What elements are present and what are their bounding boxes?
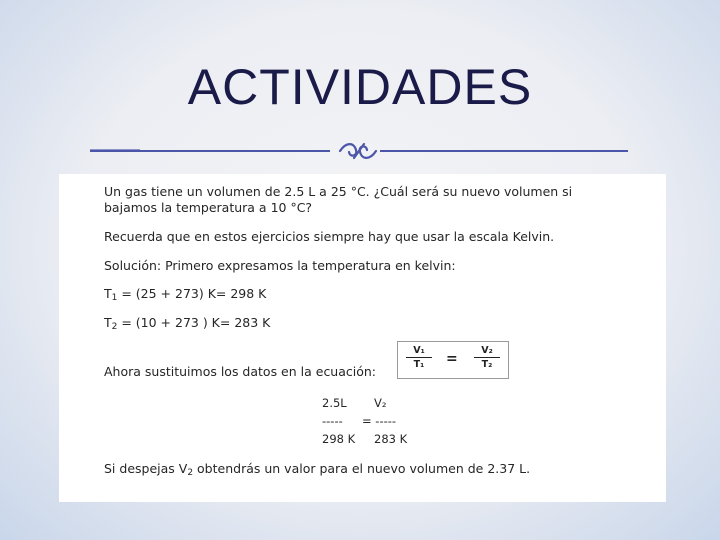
equation-equals: = [446,351,458,367]
t2-subscript: 2 [111,322,118,332]
result-subscript: 2 [187,468,194,478]
result-prefix: Si despejas V [104,461,188,476]
reminder-text: Recuerda que en estos ejercicios siempre hay que usar la escala Kelvin. [104,229,555,244]
t1-label: T [104,286,112,301]
equation-right-fraction [474,345,500,370]
calc-left-bar: ----- [322,414,343,428]
equation-right-numerator: V₂ [474,345,500,358]
substitute-text: Ahora sustituimos los datos en la ecuación: [104,364,377,379]
title-rule-right [380,150,628,152]
t1-conversion [104,286,266,303]
title-rule-left [90,150,330,152]
calc-right-denominator: 283 K [374,432,408,446]
equation-box [397,341,509,379]
equation-right-denominator: T₂ [481,359,493,370]
exercise-image-panel [59,174,666,502]
calc-left-numerator: 2.5L [322,396,347,410]
problem-line-1: Un gas tiene un volumen de 2.5 L a 25 °C. ¿Cuál será su nuevo volumen si [104,184,573,199]
solution-text: Solución: Primero expresamos la temperatura en kelvin: [104,258,456,273]
equation-left-denominator: T₁ [413,359,425,370]
equation-left-fraction [406,345,432,370]
t2-expression: = (10 + 273 ) K= 283 K [117,315,271,330]
scroll-ornament-icon [336,138,380,164]
t1-expression: = (25 + 273) K= 298 K [117,286,267,301]
result-text [104,461,530,478]
calc-left-denominator: 298 K [322,432,356,446]
t1-subscript: 1 [111,293,118,303]
result-suffix: obtendrás un valor para el nuevo volumen de 2.37 L. [193,461,531,476]
calc-right-numerator: V₂ [374,396,387,410]
equation-left-numerator: V₁ [406,345,432,358]
slide-title: ACTIVIDADES [187,59,533,115]
t2-conversion [104,315,270,332]
t2-label: T [104,315,112,330]
problem-line-2: bajamos la temperatura a 10 °C? [104,200,313,215]
calc-equals-bar: = ----- [362,414,397,428]
